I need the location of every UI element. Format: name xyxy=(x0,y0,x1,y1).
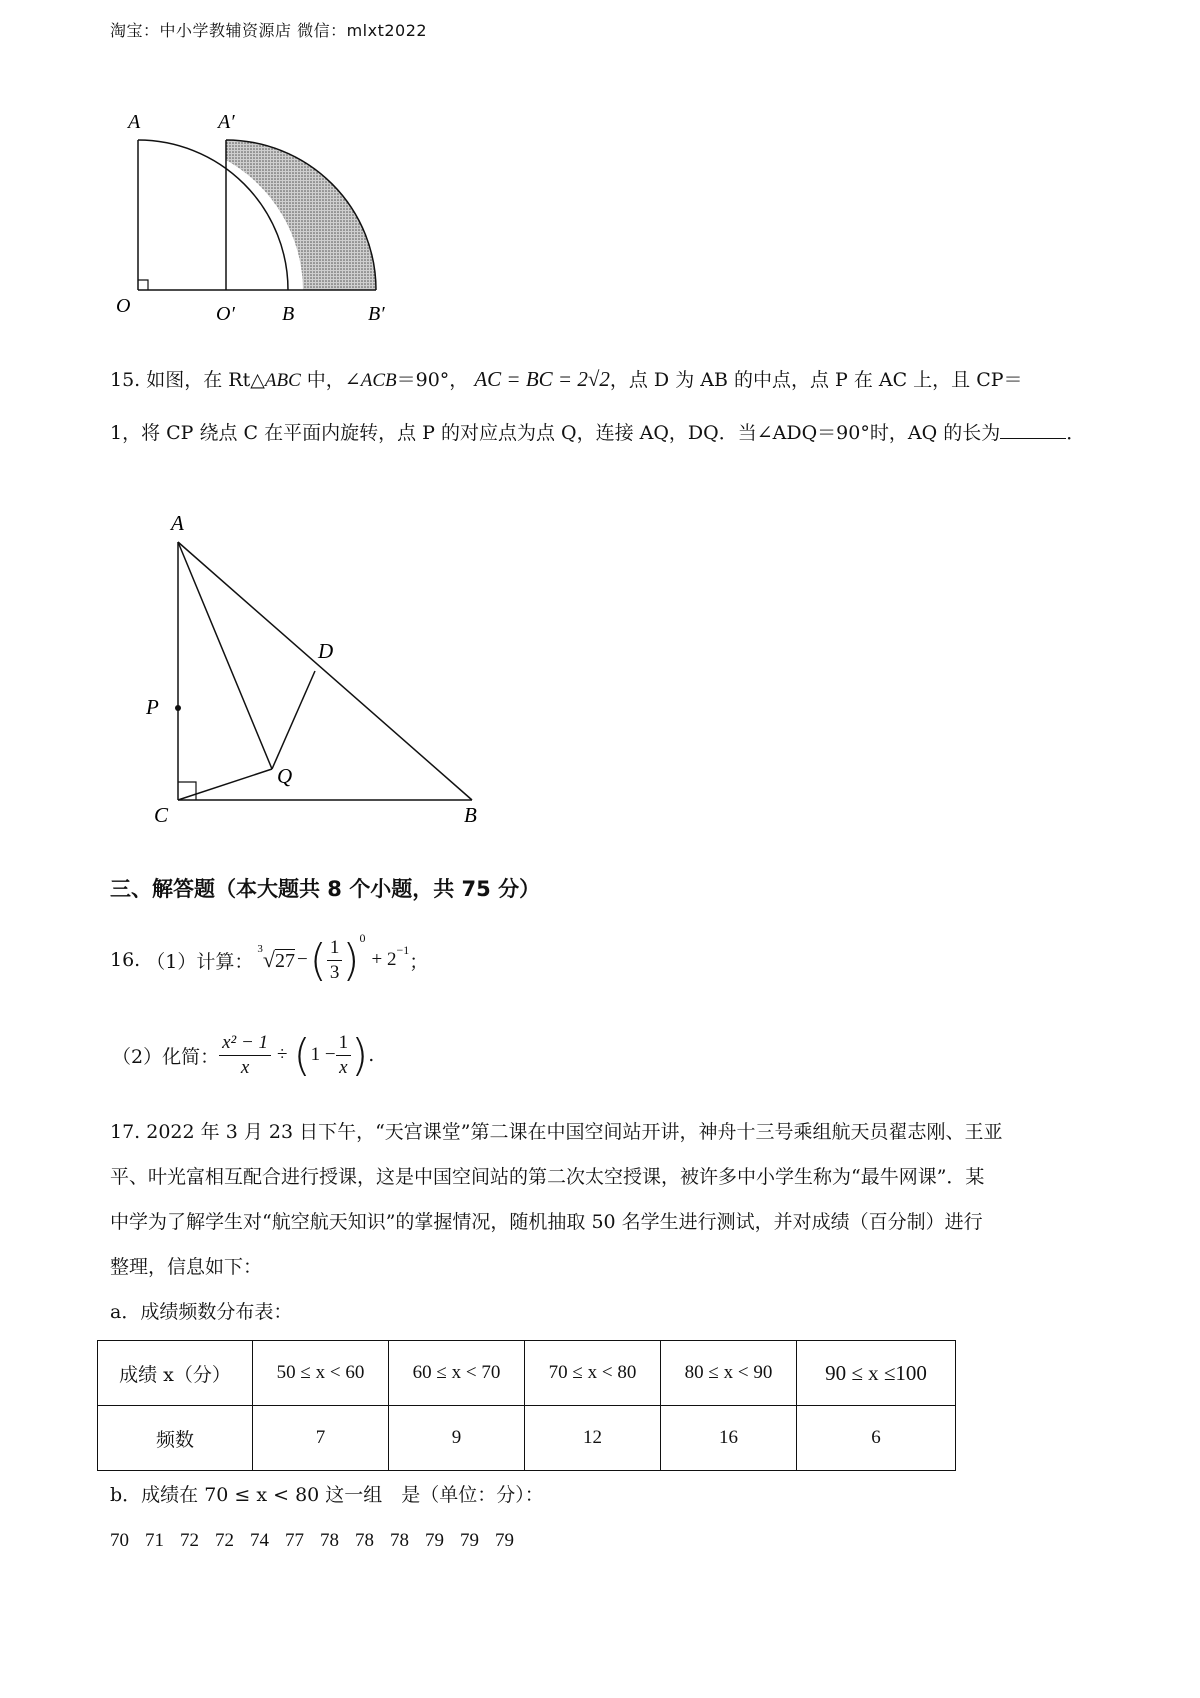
frequency-table xyxy=(97,1340,956,1471)
fraction-x-squared: $\frac{\text{x² − 1}}{x}$ xyxy=(219,1031,271,1080)
question-16-part-1: 16. （1）计算： $^3$√27 − ( $\frac{1}{3}$ ) $^0$ + 2 $^{-1}$ ； xyxy=(110,930,429,986)
score: 71 xyxy=(145,1530,164,1551)
score: 78 xyxy=(355,1530,374,1551)
score: 78 xyxy=(390,1530,409,1551)
fraction-one-third: $\frac{1}{3}$ xyxy=(327,936,343,985)
figure-triangle-abc xyxy=(140,500,500,830)
table-cell: 频数 xyxy=(98,1406,253,1471)
question-17: 17. 2022 年 3 月 23 日下午，“天宫课堂”第二课在中国空间站开讲，神舟十三号乘组航天员翟志刚、王亚 平、叶光富相互配合进行授课，这是中国空间站的第二次太空授课，被许多中小学生称为“最牛网课”．某 中学为了解学生对“航空航天知识”的掌握情况，随机抽取 50 名学生进行测试，并对成绩（百分制）进行 整理，信息如下： a．成绩频数分布表： xyxy=(110,1121,1003,1323)
label-B: B xyxy=(282,303,295,325)
q15-line-2: 1，将 CP 绕点 C 在平面内旋转，点 P 的对应点为点 Q，连接 AQ，DQ．当∠ADQ＝90°时，AQ 的长为 ． xyxy=(110,407,1100,459)
score: 72 xyxy=(215,1530,234,1551)
answer-blank[interactable] xyxy=(1000,418,1066,439)
table-cell: 90 ≤ x ≤100 xyxy=(797,1341,956,1406)
label-A: A xyxy=(171,511,184,535)
score: 79 xyxy=(425,1530,444,1551)
table-cell: 70 ≤ x < 80 xyxy=(525,1341,661,1406)
label-O: O xyxy=(116,295,131,317)
score-list xyxy=(110,1530,514,1552)
q15-equation: AC = BC = 2√2 xyxy=(474,367,610,391)
page-header: 淘宝：中小学教辅资源店 微信：mlxt2022 xyxy=(110,21,428,40)
table-row xyxy=(98,1406,956,1471)
q17-part-b: b．成绩在 70 ≤ x < 80 这一组 是（单位：分）： xyxy=(110,1484,544,1506)
section-title: 三、解答题（本大题共 8 个小题，共 75 分） xyxy=(110,877,541,901)
question-16-part-2: （2）化简： $\frac{\text{x² − 1}}{x}$ ÷ ( 1 − $\frac{1}{x}$ ) . xyxy=(112,1029,375,1081)
table-cell: 9 xyxy=(389,1406,525,1471)
question-15 xyxy=(110,353,1100,459)
table-cell: 成绩 x（分） xyxy=(98,1341,253,1406)
label-P: P xyxy=(146,695,159,719)
table-cell: 7 xyxy=(253,1406,389,1471)
shaded-region xyxy=(226,140,376,290)
label-D: D xyxy=(318,639,334,663)
label-O-prime: O′ xyxy=(216,303,235,325)
score: 74 xyxy=(250,1530,269,1551)
label-C: C xyxy=(154,803,169,827)
table-header-row xyxy=(98,1341,956,1406)
score: 78 xyxy=(320,1530,339,1551)
q15-line-1: 15. 如图，在 Rt△ABC 中，∠ACB＝90°， AC = BC = 2√2，点 D 为 AB 的中点，点 P 在 AC 上，且 CP＝ xyxy=(110,367,1023,391)
score: 79 xyxy=(460,1530,479,1551)
label-B-prime: B′ xyxy=(368,303,385,325)
figure-sector-rotation xyxy=(100,100,420,330)
table-cell: 80 ≤ x < 90 xyxy=(661,1341,797,1406)
table-cell: 6 xyxy=(797,1406,956,1471)
score: 77 xyxy=(285,1530,304,1551)
table-cell: 60 ≤ x < 70 xyxy=(389,1341,525,1406)
label-Q: Q xyxy=(277,764,293,788)
table-cell: 16 xyxy=(661,1406,797,1471)
point-P xyxy=(175,705,181,711)
fraction-one-over-x: $\frac{1}{x}$ xyxy=(336,1031,352,1080)
label-A-prime: A′ xyxy=(218,111,235,133)
label-B: B xyxy=(464,803,477,827)
label-A: A xyxy=(128,111,141,133)
score: 70 xyxy=(110,1530,129,1551)
table-cell: 50 ≤ x < 60 xyxy=(253,1341,389,1406)
table-cell: 12 xyxy=(525,1406,661,1471)
score: 72 xyxy=(180,1530,199,1551)
score: 79 xyxy=(495,1530,514,1551)
